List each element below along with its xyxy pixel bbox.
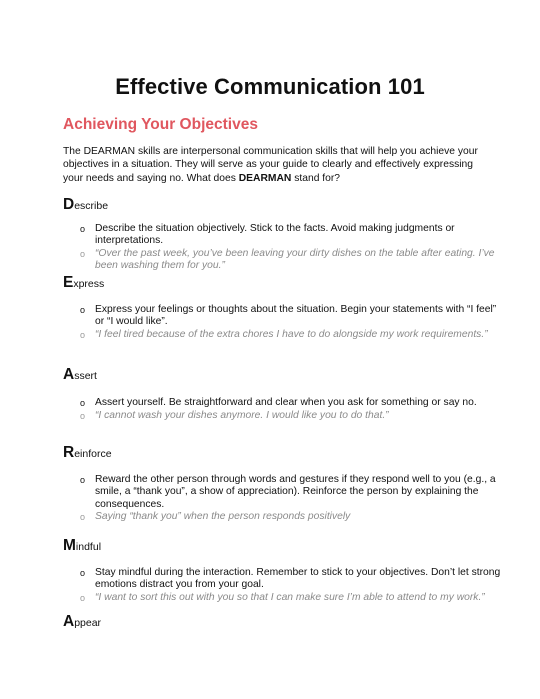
description-item	[63, 223, 503, 248]
intro-paragraph	[63, 145, 483, 185]
bullet-icon: o	[80, 329, 86, 340]
description-item	[63, 567, 503, 592]
bullet-icon: o	[80, 568, 86, 578]
section-subtitle: Achieving Your Objectives	[63, 116, 258, 133]
section-express	[63, 274, 497, 341]
bullet-icon: o	[80, 475, 86, 485]
heading-rest: xpress	[73, 278, 105, 290]
example-item	[63, 592, 503, 604]
bullet-icon: o	[80, 305, 86, 315]
bullet-icon: o	[80, 398, 86, 408]
description-text: Assert yourself. Be straightforward and clear when you ask for something or say no.	[95, 397, 477, 408]
example-item	[63, 410, 503, 422]
bullet-icon: o	[80, 248, 86, 259]
section-heading	[63, 444, 493, 462]
description-item	[63, 474, 503, 511]
section-appear	[63, 613, 493, 631]
example-item	[63, 329, 503, 341]
description-item	[63, 397, 503, 409]
intro-text: The DEARMAN skills are interpersonal communication skills that will help you achieve your objectives in a situation. They will serve as your guide to clearly and effectively expressing your needs and saying no. What does	[63, 146, 478, 184]
description-text: Reward the other person through words and gestures if they respond well to you (e.g., a smile, a “thank you”, a show of appreciation). Reinforce the person by explaining the consequences.	[95, 474, 496, 510]
section-heading	[63, 613, 493, 631]
section-describe	[63, 196, 493, 272]
intro-tail: stand for?	[291, 172, 341, 184]
example-text: “I feel tired because of the extra chores I have to do alongside my work requirements.”	[95, 328, 488, 340]
section-heading	[63, 537, 493, 555]
heading-initial: R	[63, 444, 75, 461]
heading-initial: A	[63, 613, 75, 630]
example-text: “I want to sort this out with you so that I can make sure I’m able to attend to my work.”	[95, 591, 485, 603]
intro-bold-term: DEARMAN	[238, 172, 292, 184]
heading-initial: A	[63, 366, 75, 383]
example-text: Saying “thank you” when the person responds positively	[95, 510, 351, 522]
bullet-icon: o	[80, 511, 86, 522]
heading-rest: indful	[75, 541, 102, 553]
heading-rest: ssert	[74, 370, 97, 382]
example-text: “Over the past week, you’ve been leaving your dirty dishes on the table after eating. I’ve been washing them for you.”	[95, 247, 495, 271]
bullet-icon: o	[80, 224, 86, 234]
heading-rest: escribe	[74, 200, 109, 212]
bullet-icon: o	[80, 592, 86, 603]
section-heading	[63, 366, 493, 384]
description-text: Express your feelings or thoughts about the situation. Begin your statements with “I feel” or “I would like”.	[95, 304, 497, 328]
section-heading	[63, 274, 493, 292]
heading-initial: D	[63, 196, 75, 213]
example-item	[63, 248, 503, 273]
example-item	[63, 511, 503, 523]
section-mindful	[63, 537, 501, 604]
section-heading	[63, 196, 493, 214]
heading-initial: M	[63, 537, 76, 554]
heading-rest: ppear	[74, 617, 102, 629]
section-assert	[63, 366, 493, 423]
description-text: Stay mindful during the interaction. Remember to stick to your objectives. Don’t let strong emotions distract you from your goal.	[95, 567, 501, 591]
section-reinforce	[63, 444, 496, 523]
bullet-icon: o	[80, 411, 86, 422]
heading-initial: E	[63, 274, 74, 291]
page-title: Effective Communication 101	[115, 74, 425, 99]
description-text: Describe the situation objectively. Stick to the facts. Avoid making judgments or interpretations.	[95, 223, 455, 247]
description-item	[63, 304, 503, 329]
example-text: “I cannot wash your dishes anymore. I would like you to do that.”	[95, 410, 389, 422]
heading-rest: einforce	[74, 448, 112, 460]
